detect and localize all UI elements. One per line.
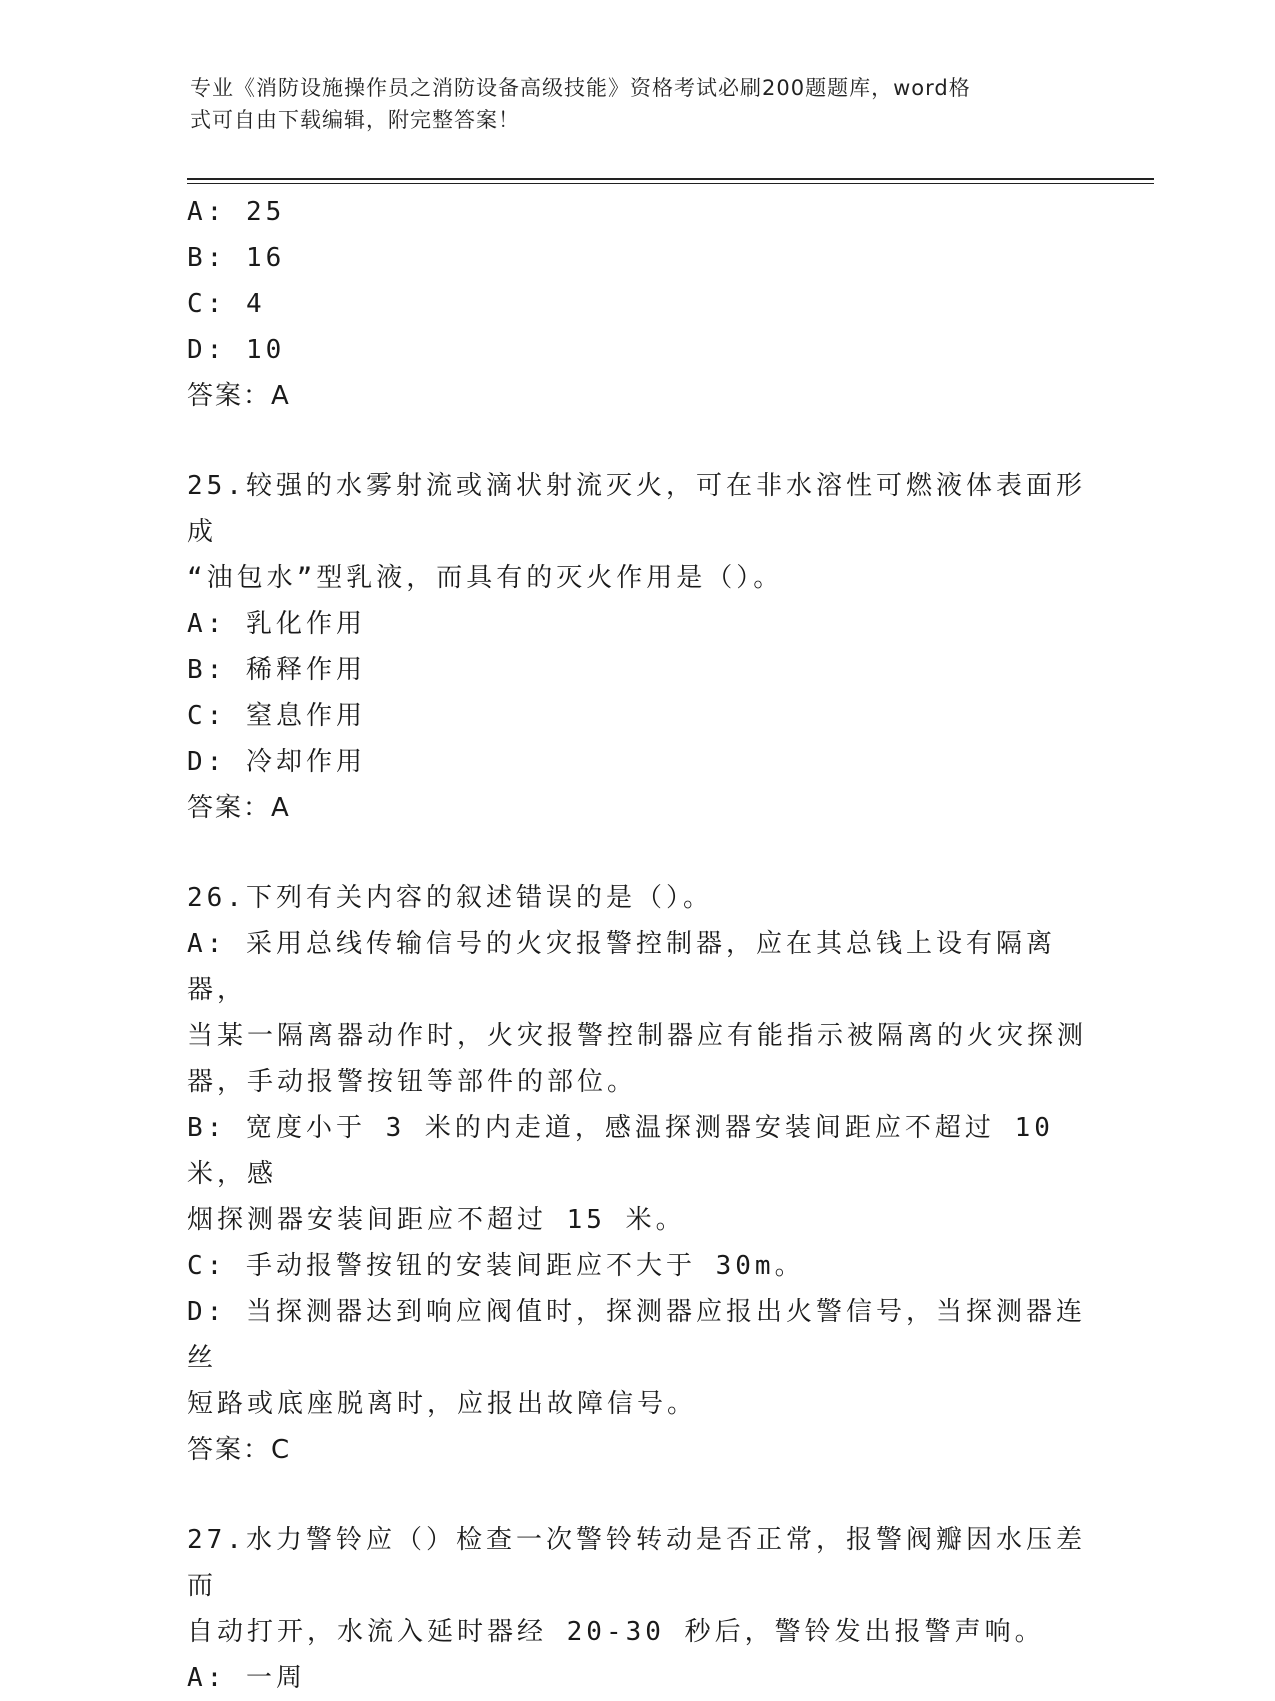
option-text-line: 烟探测器安装间距应不超过 15 米。 bbox=[187, 1205, 686, 1235]
option-c: C: 窒息作用 bbox=[187, 701, 366, 731]
option-a: A: 乳化作用 bbox=[187, 609, 366, 639]
answer-line: 答案：C bbox=[187, 1435, 292, 1465]
question-stem-line: 26.下列有关内容的叙述错误的是（）。 bbox=[187, 883, 713, 913]
option-text-line: C: 手动报警按钮的安装间距应不大于 30m。 bbox=[187, 1251, 805, 1281]
option-c: C: 4 bbox=[187, 289, 266, 319]
question-block-27 bbox=[187, 1517, 1087, 1701]
option-text-line: 短路或底座脱离时，应报出故障信号。 bbox=[187, 1389, 698, 1419]
header-divider-thick bbox=[187, 178, 1154, 180]
question-block-24 bbox=[187, 189, 1087, 419]
question-stem-line: 27.水力警铃应（）检查一次警铃转动是否正常，报警阀瓣因水压差而 bbox=[187, 1525, 1086, 1601]
answer-line: 答案：A bbox=[187, 793, 291, 823]
option-b: B: 稀释作用 bbox=[187, 655, 366, 685]
question-stem-line: 25.较强的水雾射流或滴状射流灭火，可在非水溶性可燃液体表面形成 bbox=[187, 471, 1086, 547]
option-text-line: 器，手动报警按钮等部件的部位。 bbox=[187, 1067, 638, 1097]
answer-line: 答案：A bbox=[187, 381, 291, 411]
question-block-26 bbox=[187, 875, 1087, 1473]
option-d: D: 10 bbox=[187, 335, 286, 365]
option-text-line: B: 宽度小于 3 米的内走道，感温探测器安装间距应不超过 10 米，感 bbox=[187, 1113, 1054, 1189]
header-line-2: 式可自由下载编辑，附完整答案！ bbox=[190, 108, 520, 132]
option-text-line: D: 当探测器达到响应阀值时，探测器应报出火警信号，当探测器连丝 bbox=[187, 1297, 1086, 1373]
option-text-line: A: 采用总线传输信号的火灾报警控制器，应在其总钱上设有隔离器， bbox=[187, 929, 1056, 1005]
option-d: D: 冷却作用 bbox=[187, 747, 366, 777]
header-divider-thin bbox=[187, 183, 1154, 184]
document-header bbox=[190, 72, 1090, 136]
question-stem-line: 自动打开，水流入延时器经 20-30 秒后，警铃发出报警声响。 bbox=[187, 1617, 1045, 1647]
option-text-line: 当某一隔离器动作时，火灾报警控制器应有能指示被隔离的火灾探测 bbox=[187, 1021, 1088, 1051]
option-a: A: 25 bbox=[187, 197, 286, 227]
question-content bbox=[187, 189, 1087, 1701]
header-line-1: 专业《消防设施操作员之消防设备高级技能》资格考试必刷200题题库，word格 bbox=[190, 76, 971, 100]
question-block-25 bbox=[187, 463, 1087, 831]
option-b: B: 16 bbox=[187, 243, 286, 273]
question-stem-line: “油包水”型乳液，而具有的灭火作用是（）。 bbox=[187, 563, 784, 593]
option-a: A: 一周 bbox=[187, 1663, 306, 1693]
